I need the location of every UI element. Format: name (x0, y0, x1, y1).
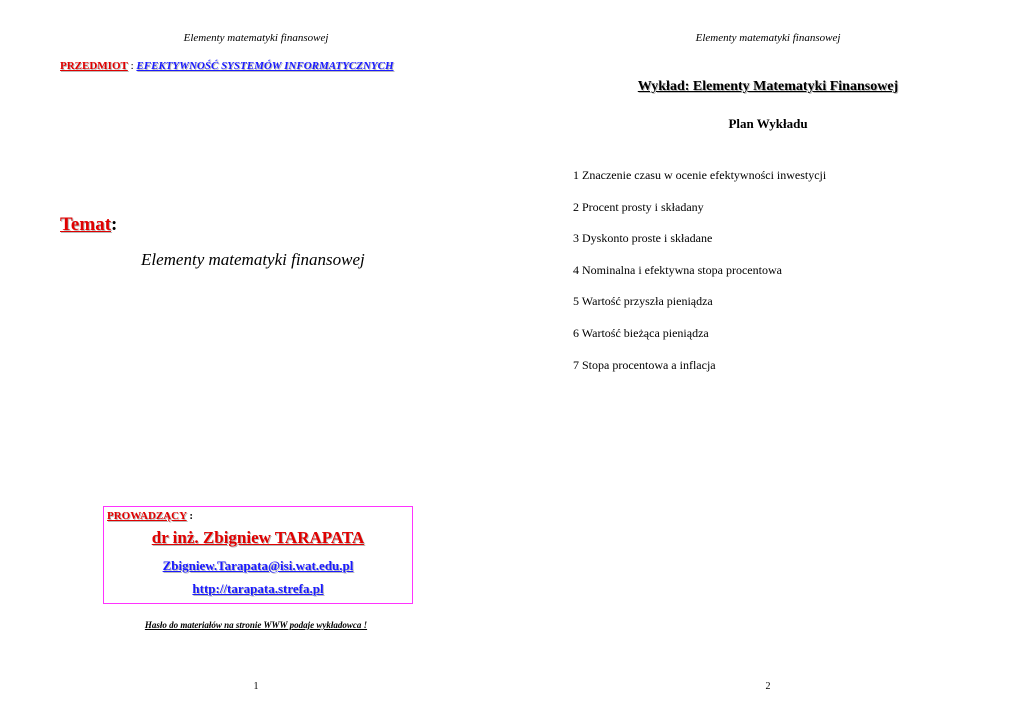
topic-label (60, 214, 117, 236)
plan-item: 5 Wartość przyszła pieniądza (573, 294, 713, 309)
lecturer-label-key: PROWADZĄCY (107, 510, 187, 522)
lecturer-email-link[interactable]: Zbigniew.Tarapata@isi.wat.edu.pl (162, 558, 354, 573)
lecturer-label-colon: : (186, 510, 194, 522)
plan-item: 2 Procent prosty i składany (573, 199, 704, 214)
lecturer-box (103, 506, 413, 604)
lecturer-name: dr inż. Zbigniew TARAPATA (151, 528, 365, 547)
password-note: Hasło do materiałów na stronie WWW podaje wykładowca ! (144, 620, 368, 630)
page-number-right: 2 (765, 681, 771, 692)
subject-line (60, 60, 394, 72)
page-number-left: 1 (253, 681, 259, 692)
page-right (512, 0, 1024, 724)
plan-item: 4 Nominalna i efektywna stopa procentowa (573, 262, 782, 277)
topic-key: Temat (60, 214, 112, 235)
plan-list (573, 167, 826, 388)
topic-title: Elementy matematyki finansowej (141, 250, 365, 269)
plan-item: 7 Stopa procentowa a inflacja (573, 357, 716, 372)
subject-separator: : (127, 60, 137, 72)
subject-key: PRZEDMIOT (60, 60, 128, 72)
plan-item: 1 Znaczenie czasu w ocenie efektywności inwestycji (573, 168, 827, 182)
plan-item: 6 Wartość bieżąca pieniądza (573, 325, 709, 340)
lecturer-label (107, 510, 193, 522)
topic-colon: : (111, 214, 118, 235)
running-header-right: Elementy matematyki finansowej (695, 32, 841, 44)
plan-item: 3 Dyskonto proste i składane (573, 231, 713, 246)
running-header-left: Elementy matematyki finansowej (183, 32, 329, 44)
lecturer-website-link[interactable]: http://tarapata.strefa.pl (192, 581, 324, 596)
plan-title: Plan Wykładu (728, 116, 808, 131)
subject-value: EFEKTYWNOŚĆ SYSTEMÓW INFORMATYCZNYCH (136, 60, 394, 72)
lecture-title: Wykład: Elementy Matematyki Finansowej (637, 79, 899, 94)
